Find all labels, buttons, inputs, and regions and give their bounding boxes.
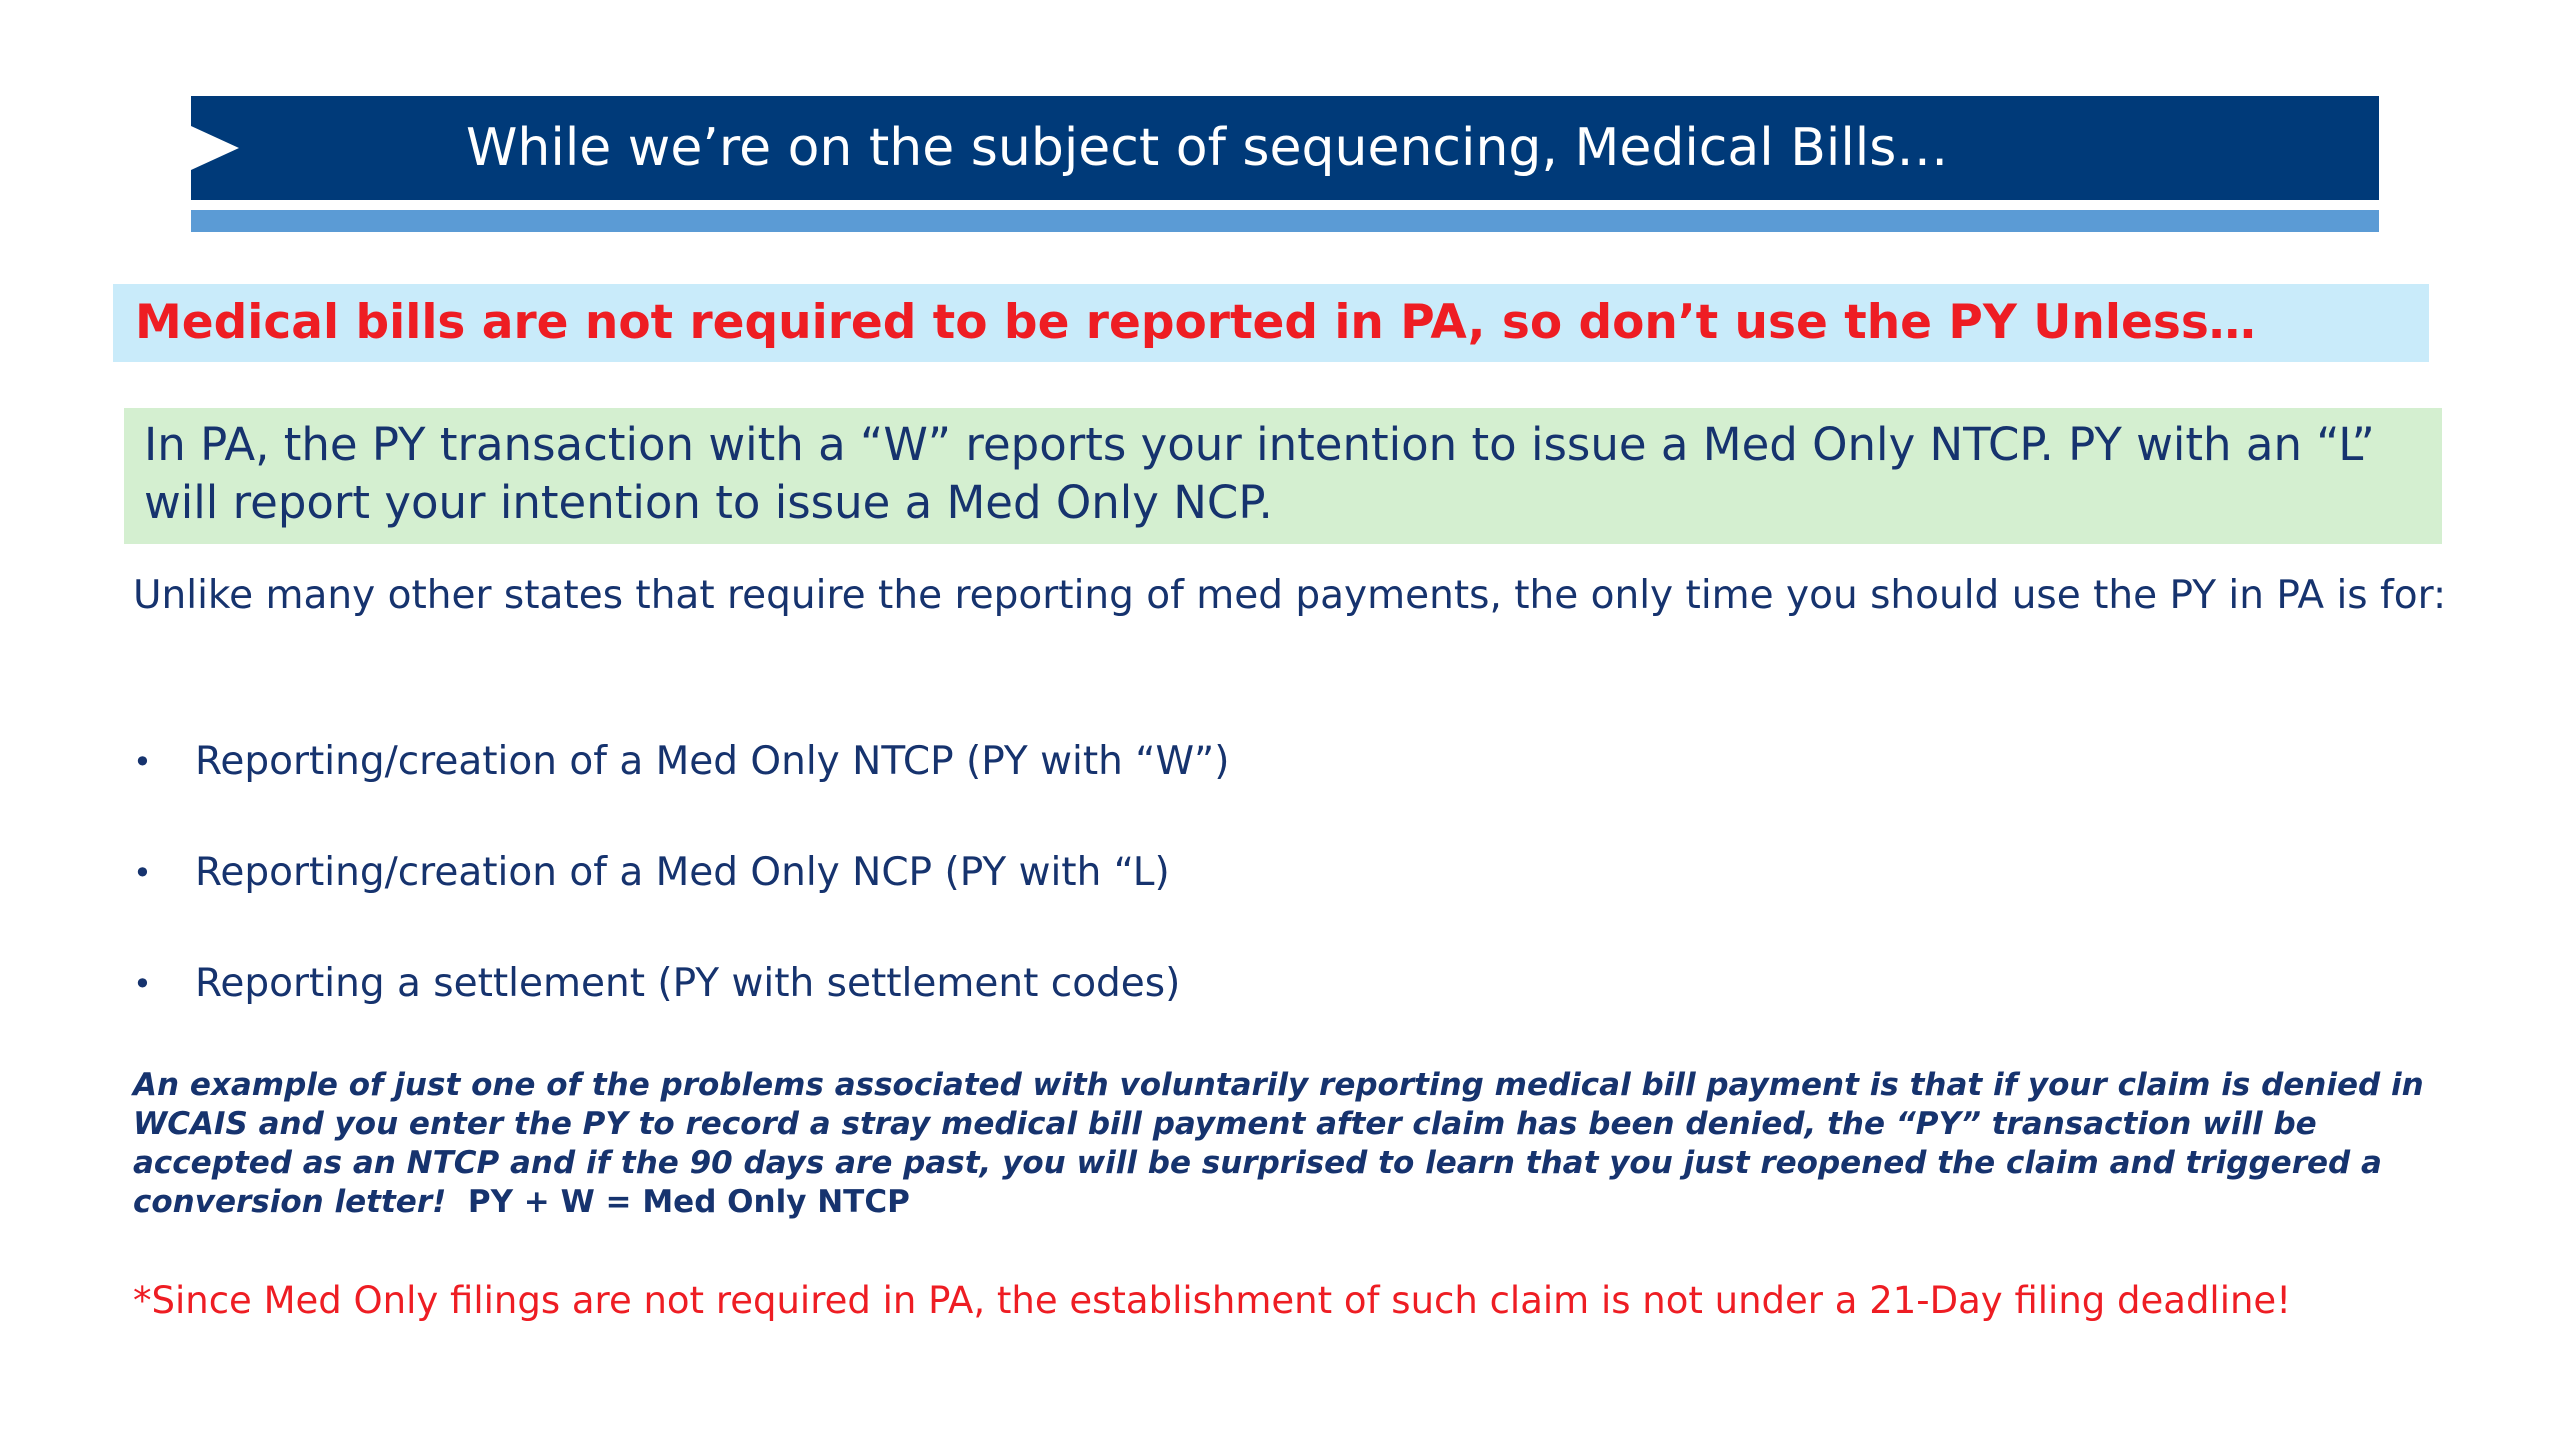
bullet-icon: • <box>133 743 152 781</box>
list-item <box>133 952 2333 1063</box>
example-text: An example of just one of the problems associated with voluntarily reporting medical bill payment is that if your claim is denied in WCAIS and you enter the PY to record a stray medical bill payment after claim has been denied, the “PY” transaction will be accepted as an NTCP and if the 90 days are past, you will be surprised to learn that you just reopened the claim and triggered a conversion letter! <box>133 1067 2424 1220</box>
slide-title: While we’re on the subject of sequencing, Medical Bills… <box>466 118 1949 178</box>
bullet-text: Reporting a settlement (PY with settlement codes) <box>195 961 1181 1006</box>
info-box <box>124 408 2442 544</box>
footnote: *Since Med Only filings are not required in PA, the establishment of such claim is not under a 21-Day filing deadline! <box>133 1279 2292 1322</box>
bullet-icon: • <box>133 854 152 892</box>
intro-paragraph: Unlike many other states that require the reporting of med payments, the only time you should use the PY in PA is for: <box>133 573 2447 618</box>
example-paragraph <box>133 1066 2463 1222</box>
bullet-list <box>133 730 2333 1063</box>
title-underline <box>191 210 2379 232</box>
info-text: In PA, the PY transaction with a “W” reports your intention to issue a Med Only NTCP. PY with an “L” will report your intention to issue a Med Only NCP. <box>144 418 2375 529</box>
warning-text: Medical bills are not required to be reported in PA, so don’t use the PY Unless… <box>135 295 2256 350</box>
arrow-right-icon <box>191 126 239 170</box>
list-item <box>133 841 2333 952</box>
bullet-text: Reporting/creation of a Med Only NTCP (PY with “W”) <box>195 739 1230 784</box>
list-item <box>133 730 2333 841</box>
warning-banner <box>113 284 2429 362</box>
bullet-icon: • <box>133 965 152 1003</box>
bullet-text: Reporting/creation of a Med Only NCP (PY with “L) <box>195 850 1170 895</box>
example-equation: PY + W = Med Only NTCP <box>467 1184 910 1220</box>
title-bar <box>191 96 2379 200</box>
